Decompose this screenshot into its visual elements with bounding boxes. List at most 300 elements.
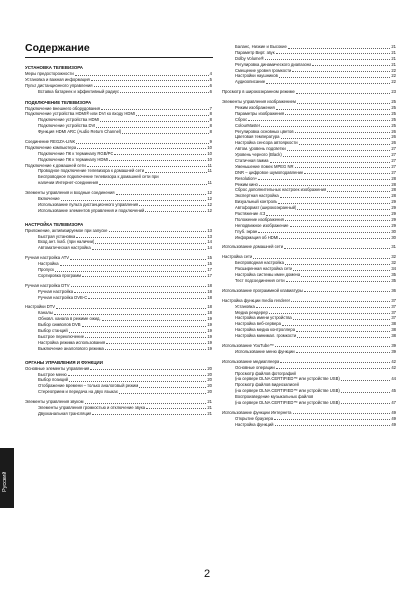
toc-entry-title: Открытие браузера: [235, 415, 274, 421]
toc-entry-page: 12: [207, 201, 212, 207]
dot-leader: [297, 209, 390, 210]
toc-entry-page: 25: [391, 122, 396, 128]
dot-leader: [287, 150, 391, 151]
toc-entry-title: Настройка имени устройства: [235, 315, 292, 321]
toc-entry-page: 47: [391, 399, 396, 405]
dot-leader: [276, 53, 391, 54]
toc-entry-title: Регулировка динамического диапазона: [235, 61, 312, 67]
toc-entry-title: Растяжение 4:3: [235, 211, 266, 217]
toc-entry-title: Отображение времени – только аналоговый режим: [38, 383, 139, 389]
toc-section-heading[interactable]: [25, 99, 212, 106]
dot-leader: [119, 393, 207, 394]
toc-entry-page: 20: [207, 371, 212, 377]
toc-entry-title: Включение: [38, 196, 60, 202]
toc-entry-title: Основные операции: [235, 364, 275, 370]
toc-entry-page: 26: [391, 140, 396, 146]
dot-leader: [94, 86, 209, 87]
dot-leader: [76, 237, 206, 238]
toc-entry-title: Баланс, Низкие и Высокие: [235, 43, 287, 49]
toc-entry-title: Ручная настройка ATV: [25, 255, 70, 261]
toc-entry-title: Подключение внешнего оборудования: [25, 105, 101, 111]
toc-entry-title: Вход ант. /каб. (при наличии): [38, 239, 95, 245]
toc-entry-title: УСТАНОВКА ТЕЛЕВИЗОРА: [25, 65, 83, 70]
dot-leader: [109, 160, 206, 161]
toc-entry-title: Цветовая температура: [235, 134, 280, 140]
dot-leader: [341, 380, 391, 381]
dot-leader: [293, 413, 391, 414]
dot-leader: [276, 368, 391, 369]
toc-entry-page: 49: [391, 421, 396, 427]
dot-leader: [299, 144, 391, 145]
toc-entry-page: 49: [391, 409, 396, 415]
toc-entry-page: 11: [207, 168, 212, 174]
toc-entry-title: Подключение к домашней сети: [25, 162, 86, 168]
toc-entry-title: Подключение ПК к терминалу HDMI: [38, 156, 109, 162]
toc-entry-title: Режим изображения: [235, 105, 275, 110]
toc-entry-title: Сброс: [235, 116, 248, 122]
toc-entry-page: 21: [391, 61, 396, 67]
toc-entry-title: Использование меню функции: [235, 348, 295, 354]
dot-leader: [295, 132, 391, 133]
toc-entry-title: Аудиоописание: [235, 79, 266, 85]
dot-leader: [96, 127, 208, 128]
toc-entry-page: 18: [207, 294, 212, 300]
toc-entry-page: 32: [391, 254, 396, 260]
toc-entry-page: 11: [207, 180, 212, 186]
dot-leader: [248, 120, 390, 121]
dot-leader: [295, 167, 391, 168]
toc-entry-page: 37: [391, 309, 396, 315]
toc-entry-page: 22: [391, 67, 396, 73]
toc-entry-title: Настройка функции media renderer: [222, 297, 291, 303]
dot-leader: [286, 281, 391, 282]
toc-entry-title: Обновл. канала в режиме ожид.: [38, 316, 101, 322]
toc-entry-title: Каналы: [38, 310, 53, 316]
toc-entry-page: 12: [207, 196, 212, 202]
dot-leader: [69, 332, 207, 333]
dot-leader: [145, 172, 207, 173]
dot-leader: [256, 307, 391, 308]
toc-entry[interactable]: [222, 422, 396, 428]
toc-entry-title: Настройка функций: [235, 421, 274, 427]
dot-leader: [266, 83, 390, 84]
dot-leader: [105, 349, 207, 350]
toc-entry-page: 38: [391, 321, 396, 327]
dot-leader: [341, 392, 391, 393]
dot-leader: [90, 369, 206, 370]
toc-entry-title: ColourMaster: [235, 122, 261, 128]
dot-leader: [109, 231, 207, 232]
toc-entry-page: 27: [391, 152, 396, 158]
toc-entry-title: Экспертная настройка: [235, 193, 279, 199]
toc-entry-page: 17: [207, 272, 212, 278]
dot-leader: [281, 138, 391, 139]
toc-entry-page: 39: [391, 342, 396, 348]
dot-leader: [296, 352, 391, 353]
toc-entry-title: Просмотр файлов фотографий: [235, 370, 296, 376]
dot-leader: [75, 75, 209, 76]
toc-entry-page: 23: [391, 89, 396, 95]
dot-leader: [253, 258, 390, 259]
toc-entry-title: Подключение компьютера: [25, 144, 77, 150]
toc-entry[interactable]: [25, 411, 212, 417]
toc-entry-title: DNR – цифровое шумоподавление: [235, 169, 304, 175]
toc-entry-page: 18: [207, 310, 212, 316]
dot-leader: [296, 331, 390, 332]
toc-entry-page: 10: [207, 144, 212, 150]
toc-entry-title: Проводное подключение телевизора к домашней сети: [38, 168, 145, 174]
dot-leader: [146, 408, 206, 409]
toc-entry-page: 31: [391, 244, 396, 250]
toc-entry-page: 22: [391, 79, 396, 85]
toc-entry-page: 18: [207, 282, 212, 288]
toc-entry-title: наличии Интернет-соединения: [38, 180, 99, 186]
dot-leader: [95, 243, 206, 244]
dot-leader: [69, 381, 206, 382]
toc-entry-page: 21: [207, 404, 212, 410]
toc-entry-page: 8: [209, 123, 212, 129]
toc-entry-title: Функция HDMI ARC (Audio Return Channel): [38, 129, 122, 135]
toc-entry-page: 20: [207, 377, 212, 383]
dot-leader: [54, 314, 206, 315]
dot-leader: [327, 191, 390, 192]
toc-entry-page: 28: [391, 193, 396, 199]
toc-entry-title: Сортировка программ: [38, 272, 82, 278]
dot-leader: [258, 179, 390, 180]
toc-entry-page: 35: [391, 272, 396, 278]
toc-entry-title: Использование YouTube™: [222, 342, 274, 348]
toc-entry-page: 14: [207, 245, 212, 251]
dot-leader: [77, 148, 206, 149]
toc-entry-title: Медиа рендерер: [235, 309, 268, 315]
toc-entry-page: 27: [391, 163, 396, 169]
dot-leader: [276, 109, 391, 110]
toc-entry-page: 13: [207, 227, 212, 233]
dot-leader: [61, 200, 207, 201]
toc-entry-title: Настройка медиа контроллера: [235, 327, 296, 333]
dot-leader: [270, 162, 391, 163]
toc-entry-title: Регулировка основных цветов: [235, 128, 294, 134]
dot-leader: [304, 291, 390, 292]
toc-entry-title: Resolution+: [235, 175, 258, 181]
dot-leader: [139, 205, 206, 206]
dot-leader: [87, 166, 207, 167]
toc-entry-page: 29: [391, 211, 396, 217]
dot-leader: [275, 346, 391, 347]
toc-entry-title: Автом. уровень подсветки: [235, 146, 286, 152]
dot-leader: [279, 238, 390, 239]
toc-entry-page: 32: [391, 260, 396, 266]
toc-entry-page: 45: [391, 388, 396, 394]
dot-leader: [122, 133, 208, 134]
dot-leader: [99, 184, 206, 185]
toc-entry-page: 19: [207, 333, 212, 339]
toc-entry-page: 21: [391, 43, 396, 49]
toc-entry-title: Настройка: [38, 261, 59, 267]
toc-entry-page: 21: [391, 49, 396, 55]
toc-entry-page: 12: [207, 190, 212, 196]
dot-leader: [288, 48, 391, 49]
toc-entry-title: Элементы управления изображением: [222, 99, 296, 105]
toc-entry-title: Ручная настройка: [38, 288, 74, 294]
dot-leader: [269, 313, 391, 314]
toc-entry-title: Настройка сети: [222, 254, 253, 260]
dot-leader: [278, 203, 390, 204]
toc-entry-title: (на сервере DLNA CERTIFIED™ или устройстве USB): [235, 399, 340, 405]
dot-leader: [92, 249, 207, 250]
toc-entry-title: Подключение устройства DVI: [38, 123, 96, 129]
toc-entry-title: Использование функции Интернета: [222, 409, 292, 415]
dot-leader: [297, 103, 390, 104]
toc-entry-page: 6: [209, 88, 212, 94]
toc-entry-title: Расширенная настройка сети: [235, 266, 293, 272]
toc-entry-title: Элементы управления и входные соединения: [25, 190, 115, 196]
toc-entry-page: 19: [207, 316, 212, 322]
section-gap: [25, 352, 212, 359]
dot-leader: [60, 265, 207, 266]
toc-entry-title: ПОДКЛЮЧЕНИЕ ТЕЛЕВИЗОРА: [25, 99, 92, 105]
toc-entry-title: Элементы управления звуком: [25, 399, 84, 405]
toc-entry-title: Настройка минимал. громкости: [235, 333, 297, 339]
toc-entry-title: Неподвижное изображение: [235, 222, 289, 228]
toc-entry-page: 26: [391, 128, 396, 134]
toc-entry-page: 18: [207, 288, 212, 294]
dot-leader: [341, 403, 391, 404]
toc-entry-title: Использование медиаплеера: [222, 358, 280, 364]
toc-entry-page: 19: [207, 339, 212, 345]
dot-leader: [280, 362, 390, 363]
toc-entry-title: Режим кино: [235, 181, 258, 187]
page-number: 2: [204, 568, 211, 580]
dot-leader: [74, 292, 206, 293]
dot-leader: [312, 65, 390, 66]
toc-entry-title: Настройка системы имен домена: [235, 272, 301, 278]
toc-entry-title: Стереоприем и передача на двух языках: [38, 389, 118, 395]
dot-leader: [259, 185, 390, 186]
dot-leader: [297, 337, 390, 338]
toc-entry-title: Визуальный контроль: [235, 199, 278, 205]
toc-entry-page: 44: [391, 376, 396, 382]
dot-leader: [284, 248, 390, 249]
toc-entry-title: Беспроводное подключение телевизора к домашней сети при: [38, 174, 159, 180]
toc-entry-page: 21: [207, 410, 212, 416]
dot-leader: [285, 114, 390, 115]
toc-entry-page: 15: [207, 261, 212, 267]
toc-entry-title: Ручная настройка DVB-C: [38, 294, 88, 300]
toc-entry-page: 15: [207, 255, 212, 261]
dot-leader: [68, 375, 207, 376]
toc-entry-title: Настройка веб-сервера: [235, 321, 281, 327]
toc-entry-title: Приложение, активизируемое при запуске: [25, 227, 108, 233]
toc-entry-page: 14: [207, 239, 212, 245]
toc-left-column: [25, 64, 212, 417]
toc-section-heading[interactable]: [25, 359, 212, 366]
toc-entry-page: 25: [391, 110, 396, 116]
dot-leader: [283, 156, 391, 157]
toc-entry-page: 19: [207, 322, 212, 328]
dot-leader: [293, 270, 390, 271]
section-gap: [25, 214, 212, 221]
toc-entry-page: 28: [391, 181, 396, 187]
toc-entry-title: Параметры изображения: [235, 110, 285, 116]
dot-leader: [279, 77, 391, 78]
dot-leader: [293, 319, 391, 320]
toc-entry-title: Просмотр в широкоэкранном режиме: [222, 89, 295, 95]
toc-entry-page: 8: [209, 129, 212, 135]
toc-section-heading[interactable]: [25, 64, 212, 71]
toc-entry-title: Беспроводная настройка: [235, 260, 284, 266]
dot-leader: [92, 414, 206, 415]
dot-leader: [85, 337, 206, 338]
page-title: Содержание: [25, 42, 90, 54]
toc-entry-title: Ручная настройка DTV: [25, 282, 70, 288]
dot-leader: [100, 121, 209, 122]
toc-entry-page: 38: [391, 327, 396, 333]
dot-leader: [116, 194, 207, 195]
dot-leader: [290, 226, 391, 227]
toc-entry-title: Вставка батареек и эффективный радиус: [38, 88, 120, 94]
dot-leader: [285, 264, 390, 265]
toc-entry-page: 29: [391, 205, 396, 211]
toc-entry-title: Подключение устройства HDMI® или DVI ко входу HDMI: [25, 111, 136, 117]
dot-leader: [88, 298, 206, 299]
toc-entry-title: Использование элементов управления и подключений: [38, 207, 145, 213]
toc-entry-title: Настройки DTV: [25, 304, 56, 310]
toc-entry-page: 29: [391, 216, 396, 222]
toc-entry-page: 11: [207, 162, 212, 168]
toc-entry-title: Тест подсоединения сети: [235, 277, 285, 283]
dot-leader: [274, 419, 390, 420]
toc-entry-title: Основные элементы управления: [25, 365, 90, 371]
toc-entry-page: 30: [391, 228, 396, 234]
dot-leader: [266, 215, 390, 216]
toc-entry-title: Смещение уровня громкости: [235, 67, 292, 73]
dot-leader: [102, 320, 207, 321]
toc-entry-page: 36: [391, 287, 396, 293]
dot-leader: [296, 93, 391, 94]
dot-leader: [145, 211, 206, 212]
toc-entry-title: НАСТРОЙКА ТЕЛЕВИЗОРА: [25, 221, 84, 227]
toc-entry-page: 12: [207, 207, 212, 213]
toc-entry-title: Выбор позиций: [38, 377, 68, 383]
toc-entry-title: Использование программной клавиатуры: [222, 287, 303, 293]
toc-entry-page: 9: [209, 139, 212, 144]
toc-section-heading[interactable]: [25, 221, 212, 228]
dot-leader: [56, 308, 206, 309]
toc-entry-title: Меры предосторожности: [25, 70, 74, 76]
toc-entry-page: 6: [209, 82, 212, 88]
toc-entry-page: 8: [209, 111, 212, 117]
dot-leader: [82, 326, 207, 327]
title-rule: [25, 57, 213, 58]
toc-entry-page: 13: [207, 233, 212, 239]
dot-leader: [139, 387, 206, 388]
toc-entry-title: Быстрое меню: [38, 371, 67, 377]
dot-leader: [258, 232, 390, 233]
toc-entry-title: (на сервере DLNA CERTIFIED™ или устройстве USB): [235, 388, 340, 394]
toc-entry-title: Быстрая установка: [38, 233, 76, 239]
toc-entry-page: 37: [391, 315, 396, 321]
dot-leader: [291, 301, 390, 302]
toc-entry-title: Установка: [235, 303, 255, 309]
toc-entry-page: 49: [391, 415, 396, 421]
dot-leader: [275, 425, 391, 426]
toc-entry-title: ОРГАНЫ УПРАВЛЕНИЯ И ФУНКЦИИ: [25, 359, 103, 365]
toc-entry-title: Выбор символов DVB: [38, 322, 81, 328]
dot-leader: [82, 276, 206, 277]
toc-entry-title: Уменьшение помех MPEG NR: [235, 163, 294, 169]
dot-leader: [136, 115, 209, 116]
toc-entry-title: Выключение аналогового режима: [38, 345, 104, 351]
toc-entry-page: 10: [207, 150, 212, 156]
toc-entry-title: Пульт дистанционного управления: [25, 82, 93, 88]
toc-entry-page: 10: [207, 156, 212, 162]
toc-entry-title: Использование пульта дистанционного управления: [38, 201, 139, 207]
toc-entry-page: 34: [391, 266, 396, 272]
toc-entry-title: Положение изображения: [235, 216, 284, 222]
toc-entry-title: Сброс дополнительных настроек изображения: [235, 187, 327, 193]
toc-entry-title: Установка и важная информация: [25, 76, 90, 82]
toc-entry-title: Глуб. экран: [235, 228, 258, 234]
dot-leader: [85, 403, 207, 404]
toc-entry-title: Просмотр файлов видеозаписей: [235, 382, 299, 388]
toc-entry-title: (на сервере DLNA CERTIFIED™ или устройстве USB): [235, 376, 340, 382]
toc-entry-page: 35: [391, 277, 396, 283]
dot-leader: [301, 276, 390, 277]
toc-entry-page: 21: [391, 55, 396, 61]
dot-leader: [280, 197, 391, 198]
toc-entry-title: Настройки наушников: [235, 73, 278, 79]
toc-entry-page: 5: [209, 76, 212, 82]
toc-entry-title: Быстрое переключение: [38, 333, 85, 339]
toc-entry-title: Пропуск: [38, 267, 54, 273]
dot-leader: [282, 325, 390, 326]
toc-entry-page: 27: [391, 169, 396, 175]
toc-right-column: [222, 44, 396, 428]
toc-entry-page: 42: [391, 358, 396, 364]
toc-entry-page: 22: [391, 73, 396, 79]
toc-entry-title: Автоматическая настройка: [38, 245, 91, 251]
language-side-tab: [0, 448, 14, 508]
toc-entry-title: Выбор станций: [38, 328, 68, 334]
toc-entry-page: 26: [391, 134, 396, 140]
toc-entry-page: 25: [391, 116, 396, 122]
toc-entry-page: 4: [209, 70, 212, 76]
toc-entry-page: 21: [207, 399, 212, 405]
toc-entry-title: Двухканальная трансляция: [38, 410, 92, 416]
toc-entry-title: Элементы управления громкостью и отключение звука: [38, 404, 146, 410]
toc-entry-page: 29: [391, 222, 396, 228]
dot-leader: [71, 286, 207, 287]
toc-entry-page: 25: [391, 105, 396, 110]
toc-entry-page: 25: [391, 99, 396, 105]
toc-entry-title: Параметр Вирт. звук: [235, 49, 275, 55]
toc-entry-page: 29: [391, 199, 396, 205]
toc-entry-page: 19: [207, 328, 212, 334]
toc-entry-title: Dolby Volume®: [235, 55, 264, 61]
dot-leader: [70, 259, 206, 260]
toc-entry-title: Подключение ПК к терминалу RGB/PC: [38, 150, 114, 156]
dot-leader: [101, 109, 209, 110]
toc-entry-page: 27: [391, 146, 396, 152]
toc-entry-page: 30: [391, 234, 396, 240]
toc-entry-title: Настройка сенсора автояркости: [235, 140, 298, 146]
toc-entry-page: 38: [391, 333, 396, 339]
toc-entry-title: Воспроизведение музыкальных файлов: [235, 394, 314, 400]
dot-leader: [304, 173, 390, 174]
dot-leader: [76, 143, 208, 144]
toc-entry-title: Подключение устройства HDMI: [38, 117, 100, 123]
